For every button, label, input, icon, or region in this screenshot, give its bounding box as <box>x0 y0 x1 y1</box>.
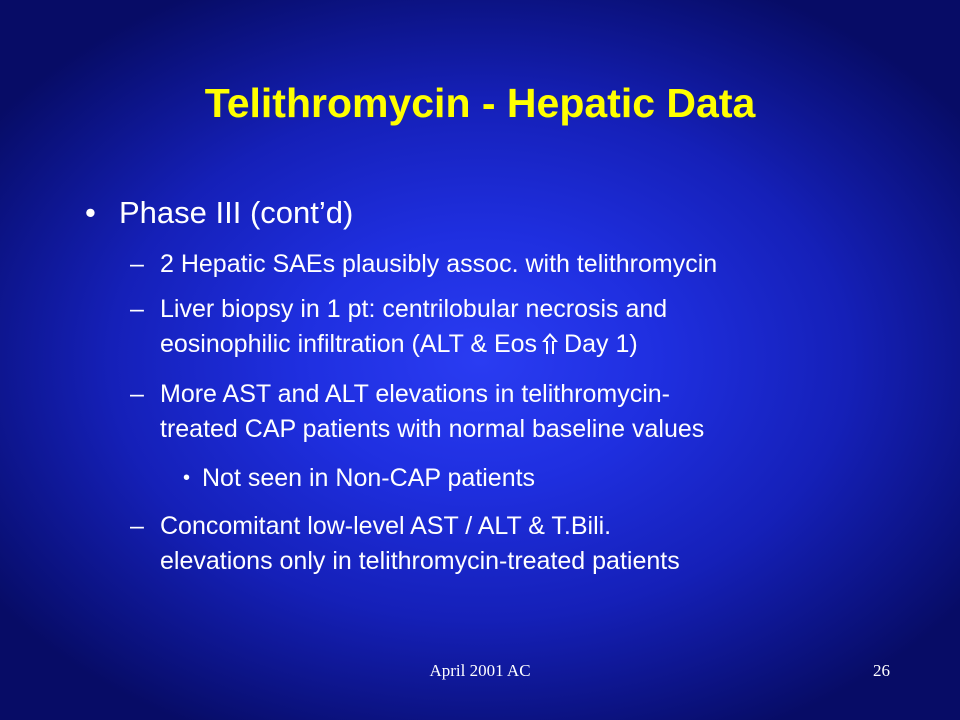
bullet-level1-text: Phase III (cont’d) <box>119 195 354 230</box>
sub-bullet-2-line-1: Liver biopsy in 1 pt: centrilobular necrosis and <box>160 295 668 323</box>
sub-bullet-1-line-1: 2 Hepatic SAEs plausibly assoc. with telithromycin <box>160 250 718 278</box>
sub-bullet-2-line-2-after: Day 1) <box>564 330 638 358</box>
page-number: 26 <box>873 661 890 680</box>
dash-icon: – <box>130 250 144 278</box>
dash-icon: – <box>130 512 144 540</box>
sub-bullet-4-line-1: Concomitant low-level AST / ALT & T.Bili. <box>160 512 612 540</box>
sub-bullet-4-line-2: elevations only in telithromycin-treated patients <box>160 547 680 575</box>
bullet-icon: • <box>183 467 191 489</box>
dash-icon: – <box>130 295 144 323</box>
double-up-arrow-icon <box>539 331 561 355</box>
sub-sub-bullet-text: Not seen in Non-CAP patients <box>202 464 536 492</box>
slide-title: Telithromycin - Hepatic Data <box>204 80 756 126</box>
sub-bullet-3-line-2: treated CAP patients with normal baseline values <box>160 415 705 443</box>
bullet-icon: • <box>85 195 96 230</box>
footer-date: April 2001 AC <box>429 661 531 680</box>
dash-icon: – <box>130 380 144 408</box>
sub-bullet-2-line-2 <box>160 328 638 360</box>
sub-bullet-2-line-2-before: eosinophilic infiltration (ALT & Eos <box>160 330 538 358</box>
sub-bullet-3-line-1: More AST and ALT elevations in telithromycin- <box>160 380 670 408</box>
